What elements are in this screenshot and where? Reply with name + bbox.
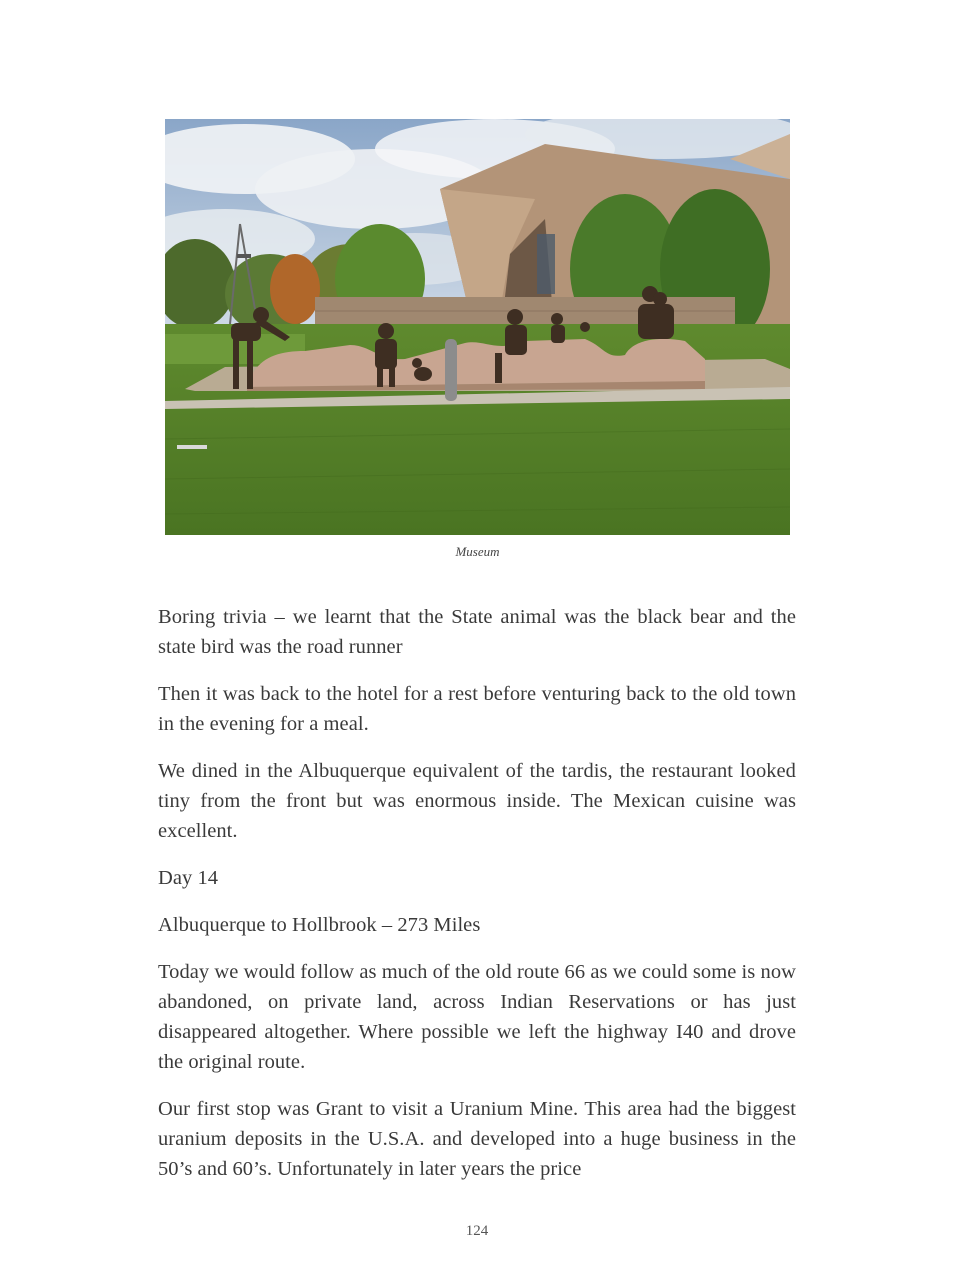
- paragraph: Day 14: [158, 867, 219, 889]
- paragraph: Today we would follow as much of the old route 66 as we could some is now abandoned, on private land, across Indian Reservations or has just disappeared altogether. Where possible we left the highway I40 and drove the original route.: [158, 961, 796, 1073]
- paragraph: Our first stop was Grant to visit a Uranium Mine. This area had the biggest uranium deposits in the U.S.A. and developed into a huge business in the 50’s and 60’s. Unfortunately in later years the price: [158, 1098, 796, 1180]
- paragraph: Then it was back to the hotel for a rest before venturing back to the old town in the evening for a meal.: [158, 683, 796, 735]
- figure-caption: Museum: [455, 544, 500, 559]
- page-number: 124: [465, 1223, 489, 1239]
- paragraph: Boring trivia – we learnt that the State animal was the black bear and the state bird was the road runner: [158, 606, 796, 658]
- paragraph: Albuquerque to Hollbrook – 273 Miles: [158, 914, 481, 936]
- body-text: [158, 602, 796, 1201]
- paragraph: We dined in the Albuquerque equivalent of the tardis, the restaurant looked tiny from the front but was enormous inside. The Mexican cuisine was excellent.: [158, 760, 796, 842]
- museum-photo: [165, 119, 790, 535]
